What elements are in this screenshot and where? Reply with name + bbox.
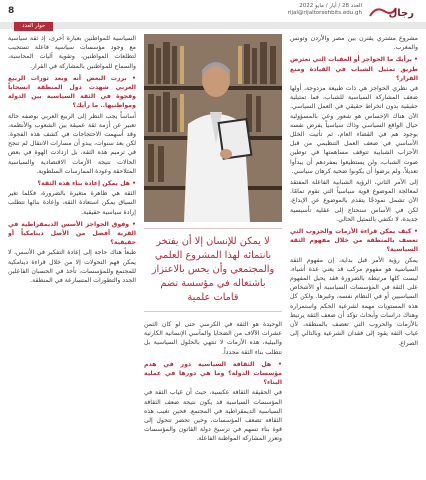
issue-line: العدد 28 / أيار / مايو 2022 [299, 3, 362, 9]
interview-question: • وفوق الحواجز الأسس الديمقراطية في القرية أفضل من الأصل دينامكياً أو حقيقية؟ [8, 220, 136, 248]
photo-illustration [144, 34, 282, 222]
interview-question: • برزت البعض أنه وبعد ثورات الربيع العربي شهدت دول المنطقة انسحاباً وفجوة في الثقة السياسية بين الدولة ومواطنيها.. ما رأيك؟ [8, 74, 136, 111]
page-header [0, 0, 426, 22]
column-right [290, 34, 418, 476]
interview-question: • برأيك ما الحواجز أو العقبات التي تعترض طريق تمثيل الشباب في القيادة ومنع القرار؟ [290, 55, 418, 83]
section-band [0, 22, 426, 29]
page-number: 8 [8, 6, 15, 16]
body-paragraph: في نظري الحواجز هي ذات طبيعة مزدوجة، أولها ضعف المشاركة السياسية للشباب، فما تمثيلية حقيقية بدون انخراط حقيقي في العمل السياسي. الآن هناك الإحساس هو شعور وعي بالمسؤولية حيال الواقع السياسي وذاك سياسياً يفرض نفسه بوجود هم في القضاء العام، ثم تأتيت الخلل الأساسي في ضعف العمل التنظيمي من قبل الأحزاب الشبابية تتوقف مساهمتها في توطين صوت الشباب، ولن يستطيعوا بمفردهم أن يبدأوا تعديلاً، ولم يرضوا أن يكونوا ضحية كرهان سياسي. [290, 85, 418, 175]
body-paragraph: مشروع مشتري يقترن بين مصر والأردن وتونس والمغرب. [290, 35, 418, 52]
body-paragraph: يمكن رؤية الأمر قبل بداية، إن مفهوم الثقة السياسية هو مفهوم مركب قد يعني عدة أشياء، ليست كلها مرتبطة بالضرورة فقد يحيل المفهوم على الثقة في المؤسسات السياسية أو الأشخاص السياسيين أو في النظام نفسه، وغيرها. ولكن كل هذه المستويات مهمة لشرعية الحكم واستمراره وهناك دراسات وأبحاث تؤكد أن ضعف الثقة يرتبط بالأزمات والحروب التي تعصف بالمنطقة، لأن غياب الثقة يقود إلى فقدان الشرعية وبالتالي إلى الصراع. [290, 256, 418, 347]
body-paragraph: الوحيدة هو الثقة في الكرسي حتى لو كان الثمن عشرات الآلاف من الضحايا والمآسي الإنسانية الكارثية والبيئية، هذه الأزمات لا تنتهي بالحلول السياسية بل تتطلب بناء الثقة مجدداً. [144, 321, 282, 356]
magazine-logo [366, 2, 416, 20]
column-middle [144, 34, 282, 476]
body-paragraph: طبعاً هناك حاجة إلى إعادة التفكير في الأسس، لا يمكن فهم التحولات إلا من خلال قراءة دينامكية للمجتمع وللمؤسسات، تأخذ في الحسبان الفاعلين الجدد والتطورات المتسارعة في المنطقة. [8, 249, 136, 285]
pull-quote: لا يمكن للإنسان إلا أن يفتخر بانتمائه لهذا المشروع العلمي والمجتمعي وأن يحس بالاعتزاز باشتغاله في مؤسسة تضم قامات علمية [144, 228, 282, 312]
body-paragraph: أساساً يجب النظر إلى الربيع العربي بوصفه حالة تعبير عن أزمة ثقة عميقة بين الشعوب والأنظمة، وقد أسهمت الاحتجاجات في كشف هذه الفجوة. لكن بعد سنوات، يبدو أن مسارات الانتقال لم تنجح في ترميم هذه الثقة، بل ازدادت الهوة في بعض الحالات نتيجة الأزمات الاقتصادية والسياسية المتلاحقة وعودة الممارسات السلطوية. [8, 112, 136, 175]
interview-question: • هل يمكن إعادة بناء هذه الثقة؟ [8, 179, 136, 188]
column-middle-body [144, 320, 282, 444]
body-paragraph: إلى الأمر الثاني، الرؤية الشبابية الفاعلة المفتقد لمعالجة الموضوع قوية سياسياً التي تقوم تمامًا. الآن تشمل نموذجًا يتقدم بالموضوع عن الإبداع، لكن في الأساس سنحتاج إلى عقلية تأسيسية جديدة، لا تكتفي بالتمثيل الحالي. [290, 179, 418, 223]
interview-question: • كيف يمكن قراءة الأزمات والحروب التي تعصف بالمنطقة من خلال مفهوم الثقة السياسية؟ [290, 227, 418, 255]
body-paragraph: السياسية للمواطنين بعبارة أخرى، إذ ثقة سياسية مع وجود مؤسسات سياسية فاعلة تستجيب لتطلعات المواطنين، وتقوية آليات المحاسبة، والسماح للمواطنين بالمشاركة في القرار. [8, 35, 136, 70]
logo-text: رجال [388, 8, 414, 19]
body-paragraph: الثقة هي ظاهرة متغيرة بالضرورة، فكلما تغير السياق يمكن استعادة الثقة، وإعادة بنائها تتطلب إرادة سياسية حقيقية. [8, 190, 136, 216]
email-link[interactable]: rijal@rijaltorsehbits.edu.gh [287, 10, 362, 16]
column-left [8, 34, 136, 476]
issue-info [288, 3, 362, 17]
body-paragraph: في الحقيقة الثقافة عكسية، حيث أن غياب الثقة في المؤسسات السياسية قد يكون نتيجة ضعف الثقافة السياسية الديمقراطية في المجتمع. فحين تغيب هذه الثقافة تضعف المؤسسات، وحين تحضر تتحول إلى قوة بناء تسهم في ترسيخ دولة القانون والمؤسسات وتعزز المشاركة المواطنة الفاعلة. [144, 389, 282, 443]
interview-question: • هل الثقافة السياسية دور في هدم مؤسسات الدولة؟ وما هي دورها في عملية البناء؟ [144, 360, 282, 388]
section-label: حوار العدد [14, 22, 53, 31]
interview-photo [144, 34, 282, 222]
